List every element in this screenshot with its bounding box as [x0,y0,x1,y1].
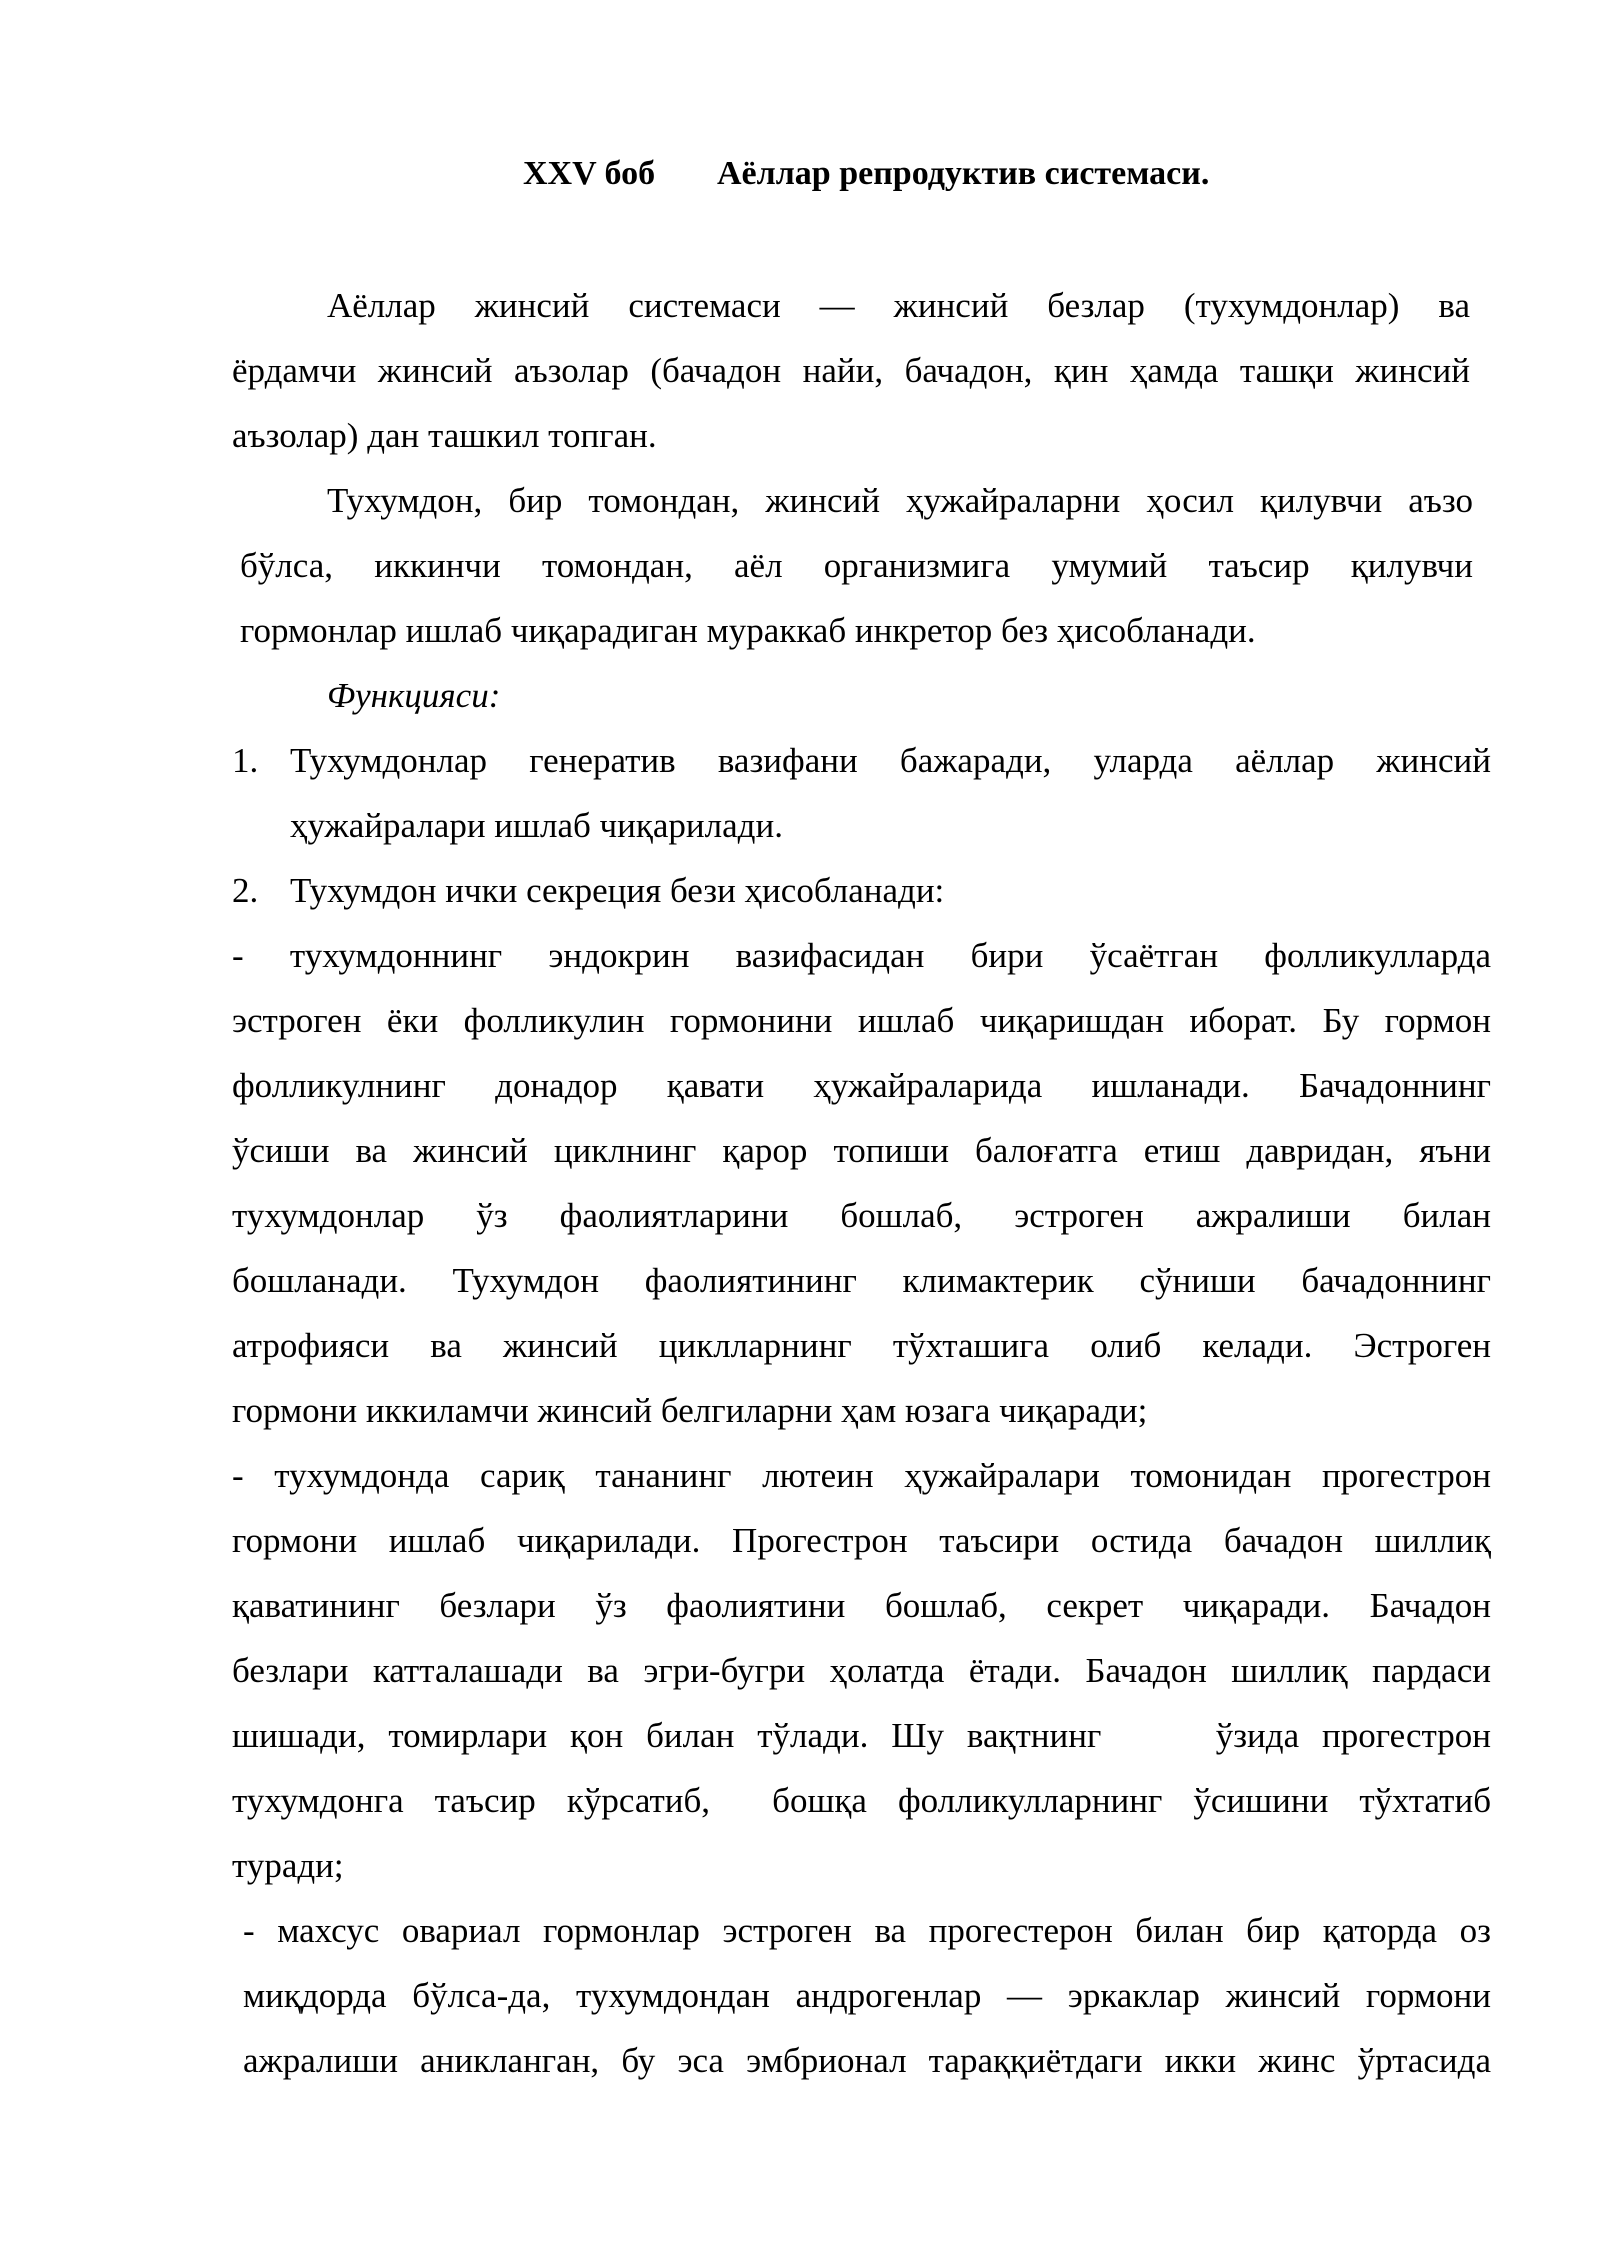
estrogen-line-2: эстроген ёки фолликулин гормонини ишлаб чиқаришдан иборат. Бу гормон [232,1001,1491,1040]
ovary-line-2: бўлса, иккинчи томондан, аёл организмига умумий таъсир қилувчи [240,546,1473,585]
intro-line-3: аъзолар) дан ташкил топган. [232,416,657,455]
progesterone-line-5: шишади, томирлари қон билан тўлади. Шу вақтнинг ўзида прогестрон [232,1716,1491,1755]
progesterone-line-1: - тухумдонда сариқ тананинг лютеин ҳужайралари томонидан прогестрон [232,1456,1491,1495]
chapter-number: XXV боб [523,155,656,192]
estrogen-line-4: ўсиши ва жинсий циклнинг қарор топиши балоғатга етиш давридан, яъни [232,1131,1491,1170]
intro-line-1: Аёллар жинсий системаси — жинсий безлар (тухумдонлар) ва [327,286,1470,325]
progesterone-line-2: гормони ишлаб чиқарилади. Прогестрон таъсири остида бачадон шиллиқ [232,1521,1491,1560]
androgen-line-3: ажралиши аникланган, бу эса эмбрионал тараққиётдаги икки жинс ўртасида [243,2041,1491,2080]
chapter-title: Аёллар репродуктив системаси. [717,155,1210,192]
estrogen-line-6: бошланади. Тухумдон фаолиятининг климактерик сўниши бачадоннинг [232,1261,1491,1300]
estrogen-line-5: тухумдонлар ўз фаолиятларини бошлаб, эстроген ажралиши билан [232,1196,1491,1235]
list-item-1-number: 1. [232,741,259,780]
androgen-line-2: миқдорда бўлса-да, тухумдондан андрогенлар — эркаклар жинсий гормони [243,1976,1491,2015]
estrogen-line-3: фолликулнинг донадор қавати ҳужайраларида ишланади. Бачадоннинг [232,1066,1491,1105]
list-item-1-line-2: ҳужайралари ишлаб чиқарилади. [290,806,783,845]
estrogen-line-1: - тухумдоннинг эндокрин вазифасидан бири ўсаётган фолликулларда [232,936,1491,975]
ovary-line-1: Тухумдон, бир томондан, жинсий ҳужайраларни ҳосил қилувчи аъзо [327,481,1473,520]
progesterone-line-6: тухумдонга таъсир кўрсатиб, бошқа фолликулларнинг ўсишини тўхтатиб [232,1781,1491,1820]
progesterone-line-3: қаватининг безлари ўз фаолиятини бошлаб, секрет чиқаради. Бачадон [232,1586,1491,1625]
list-item-1-line-1: Тухумдонлар генератив вазифани бажаради, уларда аёллар жинсий [290,741,1491,780]
intro-line-2: ёрдамчи жинсий аъзолар (бачадон найи, бачадон, қин ҳамда ташқи жинсий [232,351,1470,390]
estrogen-line-8: гормони иккиламчи жинсий белгиларни ҳам юзага чиқаради; [232,1391,1148,1430]
ovary-line-3: гормонлар ишлаб чиқарадиган мураккаб инкретор без ҳисобланади. [240,611,1256,650]
progesterone-line-4: безлари катталашади ва эгри-бугри ҳолатда ётади. Бачадон шиллиқ пардаси [232,1651,1491,1690]
androgen-line-1: - махсус овариал гормонлар эстроген ва прогестерон билан бир қаторда оз [243,1911,1491,1950]
list-item-2-line-1: Тухумдон ички секреция бези ҳисобланади: [290,871,945,910]
progesterone-line-7: туради; [232,1846,344,1885]
functions-heading: Функцияси: [327,676,501,715]
estrogen-line-7: атрофияси ва жинсий циклларнинг тўхташига олиб келади. Эстроген [232,1326,1491,1365]
list-item-2-number: 2. [232,871,259,910]
